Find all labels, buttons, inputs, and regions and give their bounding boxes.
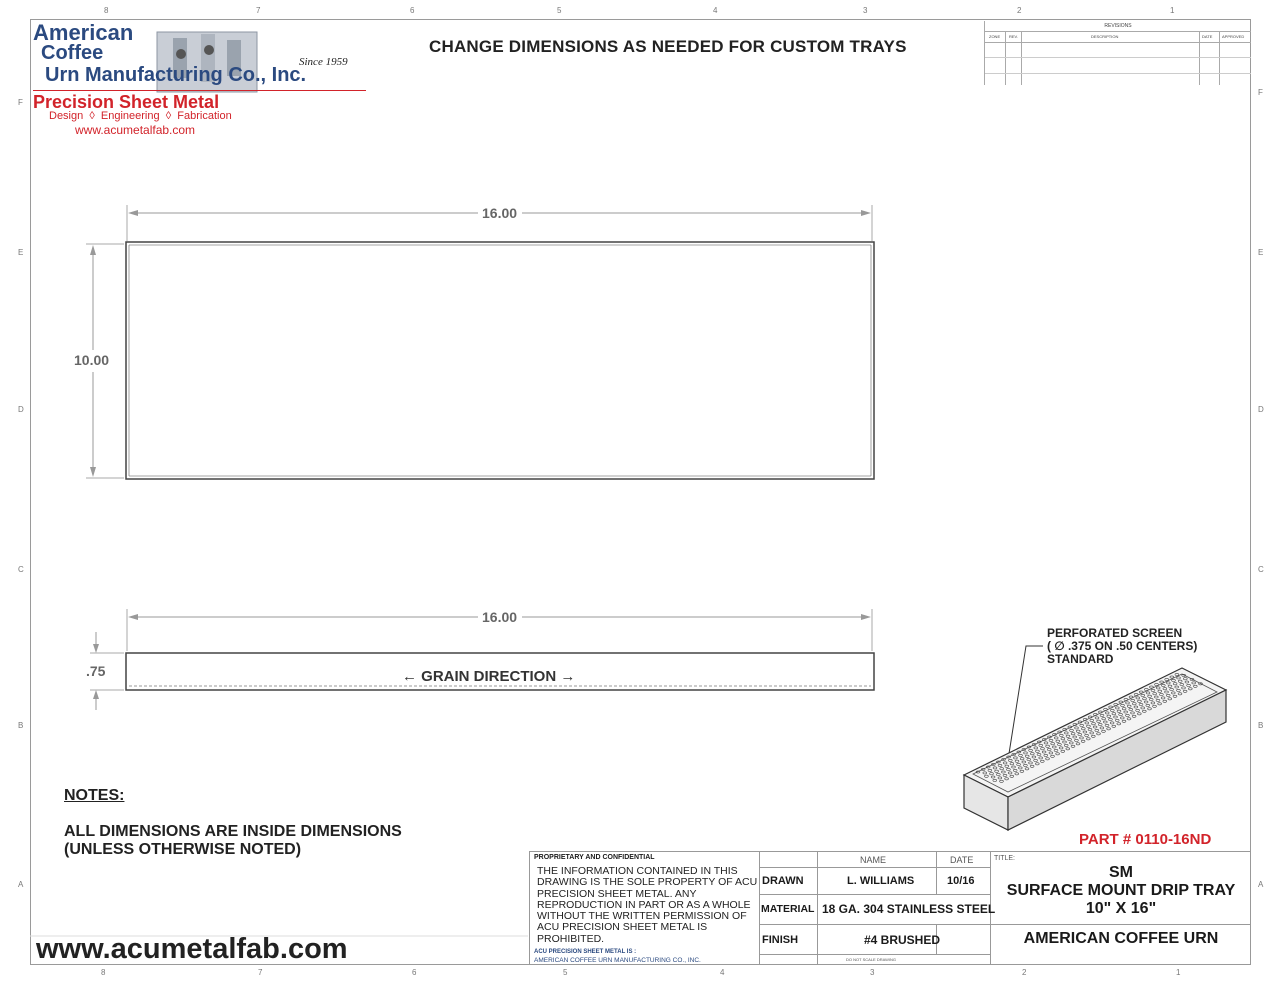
zone-label: E: [18, 248, 24, 257]
do-not-scale: DO NOT SCALE DRAWING: [846, 957, 897, 962]
zone-label: 7: [258, 968, 263, 977]
perforated-screen-callout: [1047, 627, 1197, 666]
material-value: 18 GA. 304 STAINLESS STEEL: [822, 902, 996, 916]
zone-label: 6: [412, 968, 417, 977]
logo-line-2: Coffee: [41, 42, 104, 64]
zone-label: 3: [870, 968, 875, 977]
notes-line-2: (UNLESS OTHERWISE NOTED): [64, 841, 302, 858]
zone-label: 3: [863, 6, 868, 15]
logo-tagline: Precision Sheet Metal: [33, 92, 220, 112]
revisions-title: REVISIONS: [1104, 23, 1132, 29]
zone-label: A: [18, 880, 24, 889]
title-line-2: SURFACE MOUNT DRIP TRAY: [1006, 882, 1236, 899]
notes-title: NOTES:: [64, 787, 125, 804]
proprietary-company-1: ACU PRECISION SHEET METAL IS :: [534, 949, 637, 955]
title-block: [529, 851, 1251, 965]
zone-label: B: [18, 721, 24, 730]
proprietary-company-2: AMERICAN COFFEE URN MANUFACTURING CO., INC.: [534, 957, 701, 964]
revisions-col: DATE: [1202, 34, 1213, 39]
notes-line-1: ALL DIMENSIONS ARE INSIDE DIMENSIONS: [64, 823, 402, 840]
zone-label: E: [1258, 248, 1264, 257]
callout-line-1: PERFORATED SCREEN: [1047, 626, 1183, 640]
zone-label: 1: [1170, 6, 1175, 15]
zone-label: F: [18, 98, 23, 107]
finish-label: FINISH: [762, 934, 799, 946]
logo-line-3: Urn Manufacturing Co., Inc.: [45, 64, 307, 86]
callout-line-2: ( ∅ .375 ON .50 CENTERS): [1047, 639, 1198, 653]
zone-label: 6: [410, 6, 415, 15]
zone-label: 7: [256, 6, 261, 15]
zone-label: F: [1258, 88, 1263, 97]
top-view-outline: [126, 242, 874, 479]
company-name: AMERICAN COFFEE URN: [1023, 930, 1219, 947]
proprietary-title: PROPRIETARY AND CONFIDENTIAL: [534, 854, 655, 861]
zone-label: C: [18, 565, 24, 574]
part-number: PART # 0110-16ND: [1079, 831, 1212, 848]
title-header: TITLE:: [994, 855, 1016, 862]
zone-label: 4: [713, 6, 718, 15]
zone-label: D: [1258, 405, 1264, 414]
dimension-height-top: 10.00: [74, 352, 110, 368]
dimension-width-side: 16.00: [482, 609, 518, 625]
drawn-name: L. WILLIAMS: [847, 875, 915, 887]
title-line-1: SM: [1109, 864, 1133, 881]
finish-value: #4 BRUSHED: [864, 933, 941, 947]
zone-label: 5: [563, 968, 568, 977]
zone-label: 1: [1176, 968, 1181, 977]
zone-label: 4: [720, 968, 725, 977]
revisions-col: APPROVED: [1222, 34, 1245, 39]
callout-line-3: STANDARD: [1047, 652, 1114, 666]
title-line-3: 10" X 16": [1085, 900, 1157, 917]
zone-label: 5: [557, 6, 562, 15]
name-header: NAME: [860, 855, 887, 865]
zone-label: B: [1258, 721, 1264, 730]
dimension-width-top: 16.00: [482, 205, 518, 221]
zone-label: 8: [101, 968, 106, 977]
material-label: MATERIAL: [761, 903, 815, 915]
dimension-height-side: .75: [86, 663, 106, 679]
zone-label: C: [1258, 565, 1264, 574]
revisions-col: REV.: [1009, 34, 1018, 39]
revisions-col: ZONE: [989, 34, 1001, 39]
page-heading: CHANGE DIMENSIONS AS NEEDED FOR CUSTOM TRAYS: [429, 37, 907, 56]
revisions-col: DESCRIPTION: [1091, 34, 1119, 39]
footer-url: www.acumetalfab.com: [36, 933, 348, 965]
zone-label: 2: [1017, 6, 1022, 15]
isometric-tray: [964, 668, 1226, 830]
grain-direction-label: ← GRAIN DIRECTION →: [402, 668, 576, 685]
logo-line-1: American: [33, 20, 134, 45]
proprietary-section: [530, 852, 760, 964]
drawn-label: DRAWN: [762, 875, 804, 887]
zone-label: A: [1258, 880, 1264, 889]
logo-url: www.acumetalfab.com: [75, 123, 196, 137]
drawing-title: [991, 864, 1251, 918]
logo-services: Design ◊ Engineering ◊ Fabrication: [49, 110, 232, 122]
zone-label: 2: [1022, 968, 1027, 977]
drawn-date: 10/16: [947, 875, 975, 887]
zone-label: 8: [104, 6, 109, 15]
logo-since: Since 1959: [299, 56, 348, 68]
proprietary-text: THE INFORMATION CONTAINED IN THIS DRAWING IS THE SOLE PROPERTY OF ACU PRECISION SHEET METAL. ANY REPRODUCTION IN PART OR AS A WHOLE WITHOUT THE WRITTEN PERMISSION OF ACU PRECISION SHEET METAL IS PROHIBITED.: [537, 865, 758, 945]
date-header: DATE: [950, 855, 974, 865]
zone-label: D: [18, 405, 24, 414]
